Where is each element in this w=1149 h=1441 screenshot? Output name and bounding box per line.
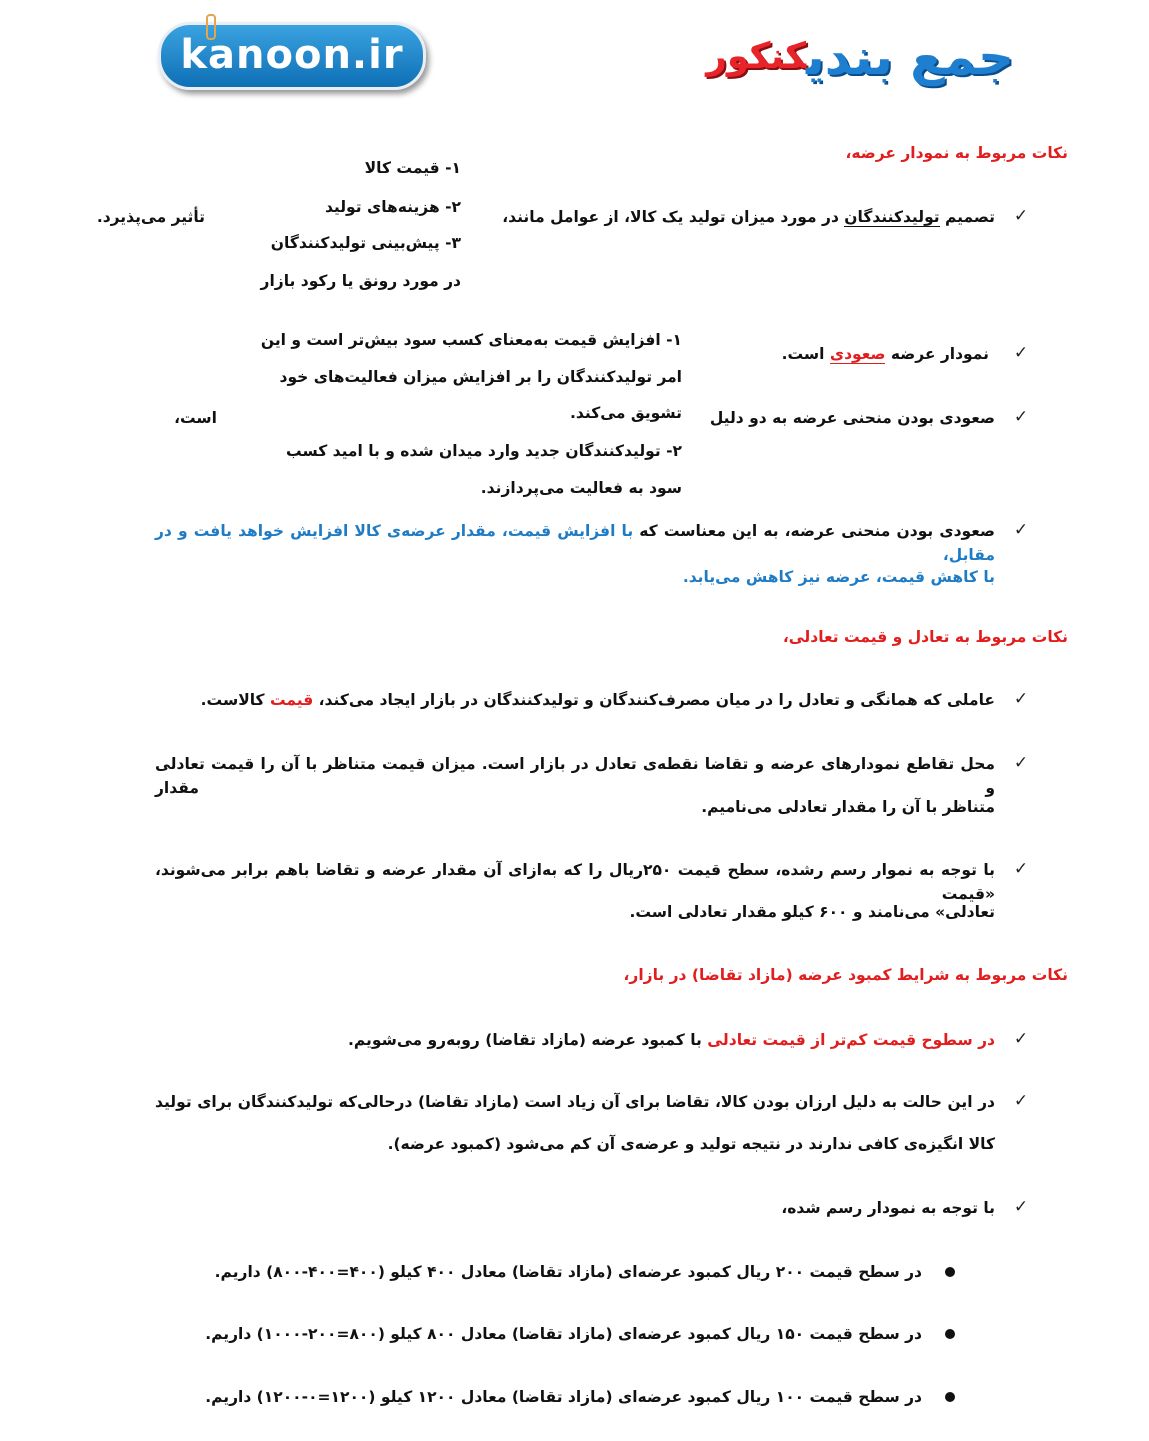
check-icon: ✓ — [1013, 206, 1029, 226]
bullet-intersection: محل تقاطع نمودارهای عرضه و تقاضا نقطه‌ی تعادل در بازار است. میزان قیمت متناظر با آن را قیمت تعادلی و مقدار — [155, 755, 995, 797]
text: نمودار عرضه — [885, 345, 989, 363]
brand-main: جمع بندی — [806, 28, 1014, 86]
bullet-producer-decision — [502, 205, 995, 229]
factor-3-cont: در مورد رونق یا رکود بازار — [260, 272, 461, 290]
text: تصمیم — [939, 208, 995, 226]
bullet-per-chart: با توجه به نمودار رسم شده، — [781, 1199, 995, 1217]
text: صعودی بودن منحنی عرضه، به این معناست که — [633, 522, 995, 540]
bullet-lower-price — [348, 1028, 995, 1052]
brand-accent: کنکور — [706, 36, 807, 77]
bullet-intersection-cont: متناظر با آن را مقدار تعادلی می‌نامیم. — [701, 798, 995, 816]
bullet-ascending-meaning-cont: با کاهش قیمت، عرضه نیز کاهش می‌یابد. — [682, 568, 995, 586]
reason-line: تشویق می‌کند. — [570, 404, 682, 422]
kanoon-logo — [158, 22, 426, 90]
check-icon: ✓ — [1013, 689, 1029, 709]
bullet-price-factor — [201, 688, 995, 712]
list-item: در سطح قیمت ۱۰۰ ریال کمبود عرضه‌ای (مازاد تقاضا) معادل ۱۲۰۰ کیلو (۱۲۰۰=۰-۱۲۰۰) داریم. — [205, 1388, 922, 1406]
underlined-term: تولیدکنندگان — [844, 208, 940, 226]
reason-suffix: است، — [174, 409, 217, 427]
check-icon: ✓ — [1013, 1197, 1029, 1217]
bullet-two-reasons: صعودی بودن منحنی عرضه به دو دلیل — [709, 409, 995, 427]
red-text: در سطوح قیمت کم‌تر از قیمت تعادلی — [707, 1031, 995, 1049]
text: در مورد میزان تولید یک کالا، از عوامل مانند، — [502, 208, 845, 226]
check-icon: ✓ — [1013, 1029, 1029, 1049]
blue-text: با افزایش قیمت، مقدار عرضه‌ی کالا افزایش خواهد یافت و در مقابل، — [155, 522, 995, 564]
reason-line: ۲- تولیدکنندگان جدید وارد میدان شده و با امید کسب — [286, 442, 682, 460]
section-heading-equilibrium: نکات مربوط به تعادل و قیمت تعادلی، — [782, 628, 1068, 646]
check-icon: ✓ — [1013, 407, 1029, 427]
factor-1: ۱- قیمت کالا — [364, 159, 461, 177]
bullet-dot-icon — [945, 1267, 955, 1277]
section-heading-supply: نکات مربوط به نمودار عرضه، — [845, 144, 1068, 162]
paperclip-icon — [206, 14, 216, 40]
list-item: در سطح قیمت ۱۵۰ ریال کمبود عرضه‌ای (مازاد تقاضا) معادل ۸۰۰ کیلو (۸۰۰=۲۰۰-۱۰۰۰) داریم. — [205, 1325, 922, 1343]
bullet-equilibrium-price: با توجه به نموار رسم رشده، سطح قیمت ۲۵۰ریال را که به‌ازای آن مقدار عرضه و تقاضا باهم برابر می‌شوند، «قیمت — [155, 861, 995, 903]
bullet-ascending-meaning — [155, 519, 995, 567]
bullet-cheap-goods: در این حالت به دلیل ارزان بودن کالا، تقاضا برای آن زیاد است (مازاد تقاضا) درحالی‌که تولیدکنندگان برای تولید — [155, 1093, 995, 1111]
reason-line: امر تولیدکنندگان را بر افزایش میزان فعالیت‌های خود — [279, 368, 682, 386]
text: است. — [781, 345, 830, 363]
check-icon: ✓ — [1013, 753, 1029, 773]
bullet-supply-ascending — [782, 342, 989, 366]
red-text: قیمت — [269, 691, 314, 709]
text: عاملی که همانگی و تعادل را در میان مصرف‌کنندگان و تولیدکنندگان در بازار ایجاد می‌کند، — [313, 691, 995, 709]
text: کالاست. — [200, 691, 270, 709]
reason-line: ۱- افزایش قیمت به‌معنای کسب سود بیش‌تر است و این — [260, 331, 682, 349]
list-item: در سطح قیمت ۲۰۰ ریال کمبود عرضه‌ای (مازاد تقاضا) معادل ۴۰۰ کیلو (۴۰۰=۴۰۰-۸۰۰) داریم. — [214, 1263, 922, 1281]
check-icon: ✓ — [1013, 859, 1029, 879]
check-icon: ✓ — [1013, 343, 1029, 363]
bullet-dot-icon — [945, 1392, 955, 1402]
bullet-dot-icon — [945, 1329, 955, 1339]
check-icon: ✓ — [1013, 1091, 1029, 1111]
section-heading-shortage: نکات مربوط به شرایط کمبود عرضه (مازاد تقاضا) در بازار، — [623, 966, 1068, 984]
bullet-equilibrium-price-cont: تعادلی» می‌نامند و ۶۰۰ کیلو مقدار تعادلی است. — [629, 903, 995, 921]
factor-suffix: تأثیر می‌پذیرد. — [96, 208, 205, 226]
kanoon-logo-text: kanoon.ir — [180, 32, 404, 78]
highlight-ascending: صعودی — [829, 345, 886, 363]
factor-2: ۲- هزینه‌های تولید — [324, 198, 461, 216]
text: با کمبود عرضه (مازاد تقاضا) روبه‌رو می‌شویم. — [348, 1031, 708, 1049]
reason-line: سود به فعالیت می‌پردازند. — [480, 479, 682, 497]
bullet-cheap-goods-cont: کالا انگیزه‌ی کافی ندارند در نتیجه تولید و عرضه‌ی آن کم می‌شود (کمبود عرضه). — [387, 1135, 995, 1153]
brand-logo — [706, 22, 1014, 102]
factor-3: ۳- پیش‌بینی تولیدکنندگان — [270, 234, 461, 252]
check-icon: ✓ — [1013, 520, 1029, 540]
